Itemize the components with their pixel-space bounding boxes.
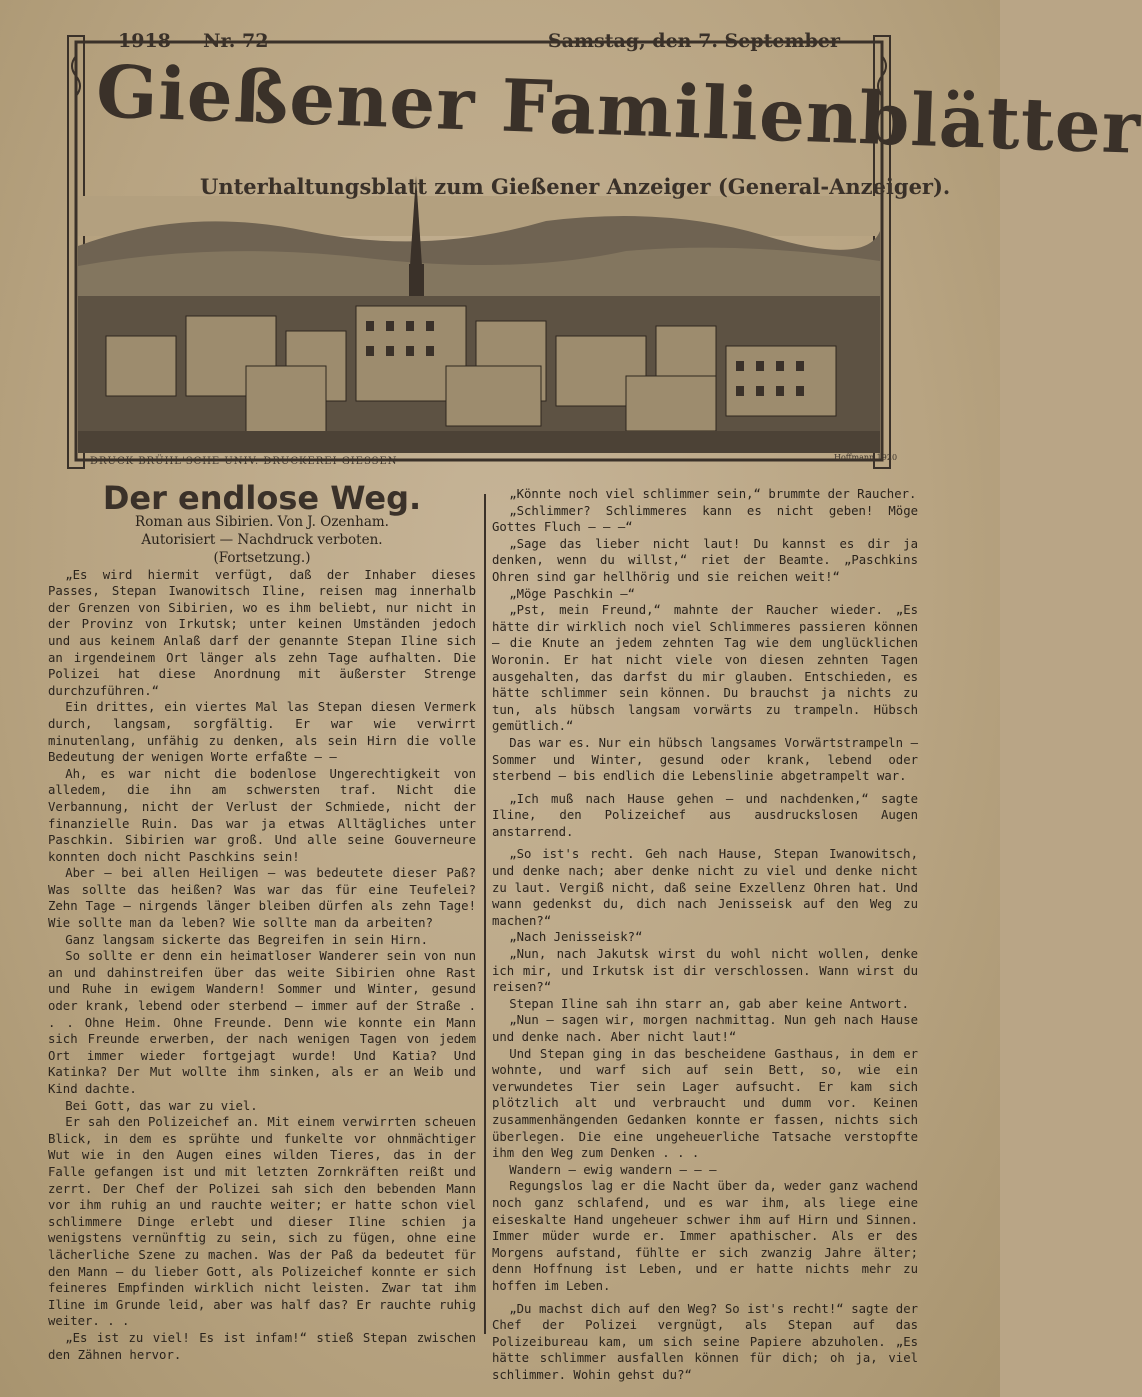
artist-signature: Hoffmann 1920 (834, 453, 898, 462)
paragraph: Und Stepan ging in das bescheidene Gasthaus, in dem er wohnte, und warf sich auf sein Bett, so, wie ein verwundetes Tier sein Lager aufsucht. Er kam sich plötzlich alt und verbraucht und dumm vor. Keinen zusammenhängenden Gedanken konnte er fassen, nichts sich überlegen. Die eine ungeheuerliche Tatsache verstopfte ihm den Weg zum Denken . . . (492, 1046, 918, 1161)
article-title: Der endlose Weg. (102, 479, 422, 517)
paragraph: „Könnte noch viel schlimmer sein,“ brummte der Raucher. (509, 487, 917, 501)
paragraph: „Nun — sagen wir, morgen nachmittag. Nun geh nach Hause und denke nach. Aber nicht laut!“ (492, 1013, 918, 1044)
article-column-left (48, 479, 476, 1363)
paragraph: „Es ist zu viel! Es ist infam!“ stieß Stepan zwischen den Zähnen hervor. (48, 1330, 476, 1362)
paragraph: „Möge Paschkin —“ (509, 586, 636, 601)
masthead-title: Gießener Familienblätter (94, 48, 1142, 170)
paragraph: So sollte er denn ein heimatloser Wanderer sein von nun an und dahinstreifen über das weite Sibirien ohne Rast und Ruhe in ewigem Wandern! Sommer und Winter, gesund oder krank, lebend oder sterbend — immer auf der Straße . . . Ohne Heim. Ohne Freunde. Denn wie konnte ein Mann sich Freunde erwerben, der nach wenigen Tagen von jedem Ort immer wieder fortgejagt wurde! Und Katia? Und Katinka? Der Mut wollte ihm sinken, als er an Weib und Kind dachte. (48, 949, 476, 1096)
paragraph: Wandern — ewig wandern — — — (509, 1162, 717, 1177)
paragraph: Ah, es war nicht die bodenlose Ungerechtigkeit von alledem, die ihn am schwersten traf. Nicht die Verbannung, nicht der Verlust der Schmiede, nicht der finanzielle Ruin. Das war ja etwas Alltägliches unter Paschkin. Sibirien war groß. Und alle seine Gouverneure konnten doch nicht Paschkins sein! (48, 766, 476, 864)
paragraph: „Pst, mein Freund,“ mahnte der Raucher wieder. „Es hätte dir wirklich noch viel Schlimmeres passieren können — die Knute an jedem zehnten Tag wie dem unglücklichen Woronin. Er hat nicht viele von diesen zehnten Tagen ausgehalten, das darfst du mir glauben. Entschieden, es hätte schlimmer sein können. Du brauchst ja nichts zu tun, als hübsch langsam vorwärts zu trampeln. Hübsch gemütlich.“ (492, 603, 918, 734)
paragraph: Ein drittes, ein viertes Mal las Stepan diesen Vermerk durch, langsam, sorgfältig. Er war wie verwirrt minutenlang, unfähig zu denken, als sein Hirn die volle Bedeutung der wenigen Worte erfaßte — — (48, 700, 476, 765)
issue-number: 1918 — Nr. 72 (118, 30, 269, 52)
article-rights: Autorisiert — Nachdruck verboten. (141, 531, 383, 548)
paragraph: Er sah den Polizeichef an. Mit einem verwirrten scheuen Blick, in dem es sprühte und funkelte vor ohnmächtiger Wut wie in den Augen eines wilden Tieres, das in der Falle gefangen ist und mit letzten Zornkräften reißt und zerrt. Der Chef der Polizei sah sich den bebenden Mann vor ihm ruhig an und rauchte weiter; er hatte schon viel schlimmere Dinge erlebt und dieser Iline schien ja wenigstens vernünftig zu sein, sich zu fügen, ohne eine lächerliche Szene zu machen. Was der Paß da bedeutet für den Mann — du lieber Gott, als Polizeichef konnte er sich feineres Empfinden wirklich nicht leisten. Zwar tat ihm Iline im Grunde leid, aber was half das? Er rauchte ruhig weiter. . . (48, 1115, 476, 1329)
issue-date: Samstag, den 7. September (547, 30, 840, 52)
paragraph: „So ist's recht. Geh nach Hause, Stepan Iwanowitsch, und denke nach; aber denke nicht zu viel und denke nicht zu laut. Vergiß nicht, daß seine Exzellenz Ohren hat. Und wann gedenkst du, dich nach Jenisseisk auf den Weg zu machen?“ (492, 847, 918, 928)
printer-note: DRUCK BRÜHL'SCHE UNIV. DRUCKEREI GIESSEN (90, 456, 398, 467)
column-divider (484, 494, 486, 1334)
paragraph: Regungslos lag er die Nacht über da, weder ganz wachend noch ganz schlafend, und es war ihm, als liege eine eiseskalte Hand ungeheuer schwer ihm auf Hirn und Sinnen. Immer müder wurde er. Immer apathischer. Als er des Morgens aufstand, fühlte er sich zwanzig Jahre älter; denn Hoffnung ist Leben, und er hatte nichts mehr zu hoffen im Leben. (492, 1179, 918, 1293)
paragraph: Aber — bei allen Heiligen — was bedeutete dieser Paß? Was sollte das heißen? Was war das für eine Teufelei? Zehn Tage — nirgends länger bleiben dürfen als zehn Tage! Wie sollte man da leben? Wie sollte man da arbeiten? (48, 866, 476, 931)
article-byline: Roman aus Sibirien. Von J. Ozenham. (135, 513, 389, 530)
paragraph: „Nun, nach Jakutsk wirst du wohl nicht wollen, denke ich mir, und Irkutsk ist dir verschlossen. Wann wirst du reisen?“ (492, 947, 918, 995)
paragraph: „Ich muß nach Hause gehen — und nachdenken,“ sagte Iline, den Polizeichef aus ausdruckslosen Augen anstarrend. (492, 791, 918, 839)
paragraph: „Schlimmer? Schlimmeres kann es nicht geben! Möge Gottes Fluch — — —“ (492, 503, 918, 535)
paragraph: Das war es. Nur ein hübsch langsames Vorwärtstrampeln — Sommer und Winter, gesund oder krank, lebend oder sterbend — bis endlich die Lebenslinie abgetrampelt war. (492, 735, 918, 784)
paragraph: Bei Gott, das war zu viel. (65, 1098, 258, 1113)
paragraph: „Sage das lieber nicht laut! Du kannst es dir ja denken, wenn du willst,“ riet der Beamte. „Paschkins Ohren sind gar hellhörig und sie reichen weit!“ (492, 536, 918, 584)
masthead-subtitle: Unterhaltungsblatt zum Gießener Anzeiger (General-Anzeiger). (200, 174, 951, 199)
paragraph: Ganz langsam sickerte das Begreifen in sein Hirn. (65, 932, 428, 947)
article-column-right (492, 486, 918, 1383)
paragraph: „Du machst dich auf den Weg? So ist's recht!“ sagte der Chef der Polizei vergnügt, als Stepan auf das Polizeibureau kam, um sich seine Papiere abzuholen. „Es hätte schlimmer ausfallen können für dich; oh ja, viel schlimmer. Wohin gehst du?“ (492, 1301, 918, 1382)
paragraph: Stepan Iline sah ihn starr an, gab aber keine Antwort. (509, 996, 909, 1011)
paragraph: „Es wird hiermit verfügt, daß der Inhaber dieses Passes, Stepan Iwanowitsch Iline, reisen mag innerhalb der Grenzen von Sibirien, wo es ihm beliebt, nur nicht in der Provinz von Irkutsk; unter keinen Umständen jedoch und aus keinem Anlaß darf der genannte Stepan Iline sich an irgendeinem Ort länger als zehn Tage aufhalten. Die Polizei hat diese Anordnung mit äußerster Strenge durchzuführen.“ (48, 567, 476, 698)
paragraph: „Nach Jenisseisk?“ (509, 930, 643, 945)
article-continuation: (Fortsetzung.) (213, 549, 311, 566)
